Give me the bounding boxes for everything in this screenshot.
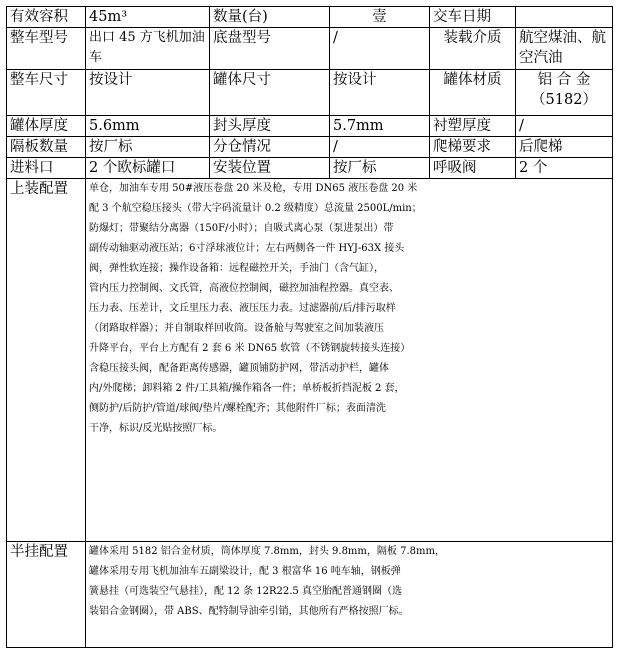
label-lining-thickness: 衬塑厚度	[430, 116, 516, 137]
upper-config-text	[86, 179, 613, 542]
semi-config-line: 簧悬挂（可选装空气悬挂），配 12 条 12R22.5 真空胎配普通钢圈（选	[89, 586, 402, 597]
value-install-position: 按厂标	[330, 158, 430, 179]
upper-config-line: 侧防护/后防护/管道/球阀/垫片/螺栓配齐；其他附件厂标；表面清洗	[89, 403, 386, 414]
upper-config-line: 单仓，加油车专用 50#液压卷盘 20 米及枪，专用 DN65 液压卷盘 20 米	[89, 183, 418, 194]
table-row	[7, 116, 613, 137]
upper-config-line: 升降平台，平台上方配有 2 套 6 米 DN65 软管（不锈钢旋转接头连接）	[89, 343, 411, 354]
label-breather-valve: 呼吸阀	[430, 158, 516, 179]
upper-config-line: 压力表、压差计，文丘里压力表、液压压力表。过滤器前/后/排污取样	[89, 303, 396, 314]
table-row	[7, 137, 613, 158]
value-inlet: 2 个欧标罐口	[86, 158, 210, 179]
value-volume: 45m³	[86, 7, 210, 28]
upper-config-line: 副传动轴驱动液压站；6寸浮球液位计；左右两侧各一件 HYJ-63X 接头	[89, 243, 405, 254]
label-tank-material: 罐体材质	[430, 70, 516, 116]
label-ladder: 爬梯要求	[430, 137, 516, 158]
upper-config-line: 防爆灯；带聚结分离器（150F/小时）；自吸式离心泵（泵进泵出）带	[89, 223, 394, 234]
table-row	[7, 158, 613, 179]
upper-config-line: 管内压力控制阀、文氏管，高液位控制阀，磁控加油程控器。真空表、	[89, 283, 399, 294]
label-medium: 装载介质	[430, 28, 516, 70]
value-baffle-count: 按厂标	[86, 137, 210, 158]
semi-config-line: 罐体采用专用飞机加油车五副梁设计，配 3 根富华 16 吨车轴，钢板弹	[89, 566, 401, 577]
upper-config-line: 内/外爬梯；卸料箱 2 件/工具箱/操作箱各一件；单桥板折挡泥板 2 套，	[89, 383, 405, 394]
label-baffle-count: 隔板数量	[7, 137, 86, 158]
label-tank-size: 罐体尺寸	[210, 70, 330, 116]
label-install-position: 安装位置	[210, 158, 330, 179]
value-breather-valve: 2 个	[516, 158, 613, 179]
label-inlet: 进料口	[7, 158, 86, 179]
value-delivery-date	[516, 7, 613, 28]
label-volume: 有效容积	[7, 7, 86, 28]
value-compartments: /	[330, 137, 430, 158]
upper-config-line: 阀，弹性软连接；操作设备箱：远程磁控开关，手油门（含气缸），	[89, 263, 384, 274]
upper-config-line: 配 3 个航空稳压接头（带大字码流量计 0.2 级精度）总流量 2500L/min；	[89, 203, 422, 214]
upper-config-line: 含稳压接头阀，配备距离传感器，罐顶铺防护网，带活动护栏，罐体	[89, 363, 389, 374]
label-vehicle-size: 整车尺寸	[7, 70, 86, 116]
label-compartments: 分仓情况	[210, 137, 330, 158]
semi-config-text	[86, 542, 613, 648]
upper-config-line: 干净，标识/反光贴按照厂标。	[89, 423, 223, 434]
value-vehicle-model: 出口 45 方飞机加油车	[86, 28, 210, 70]
label-quantity: 数量(台)	[210, 7, 330, 28]
value-lining-thickness: /	[516, 116, 613, 137]
table-row	[7, 70, 613, 116]
value-tank-material: 铝 合 金（5182）	[516, 70, 613, 116]
semi-config-line: 装铝合金钢圈），带 ABS、配特制导油牵引销，其他所有严格按照厂标。	[89, 606, 409, 617]
upper-config-line: （闭路取样器）；并自制取样回收筒。设备舱与驾驶室之间加装液压	[89, 323, 384, 334]
semi-config-line: 罐体采用 5182 铝合金材质，筒体厚度 7.8mm，封头 9.8mm，隔板 7.8mm，	[89, 546, 445, 557]
label-semi-config: 半挂配置	[7, 542, 86, 648]
table-row	[7, 28, 613, 70]
label-tank-thickness: 罐体厚度	[7, 116, 86, 137]
table-row-semi-config	[7, 542, 613, 648]
label-delivery-date: 交车日期	[430, 7, 516, 28]
value-chassis-model: /	[330, 28, 430, 70]
spec-table	[6, 6, 613, 648]
value-tank-size: 按设计	[330, 70, 430, 116]
value-quantity: 壹	[330, 7, 430, 28]
label-chassis-model: 底盘型号	[210, 28, 330, 70]
table-row	[7, 7, 613, 28]
label-head-thickness: 封头厚度	[210, 116, 330, 137]
value-ladder: 后爬梯	[516, 137, 613, 158]
value-head-thickness: 5.7mm	[330, 116, 430, 137]
value-vehicle-size: 按设计	[86, 70, 210, 116]
value-medium: 航空煤油、航空汽油	[516, 28, 613, 70]
label-upper-config: 上装配置	[7, 179, 86, 542]
value-tank-thickness: 5.6mm	[86, 116, 210, 137]
table-row-upper-config	[7, 179, 613, 542]
label-vehicle-model: 整车型号	[7, 28, 86, 70]
